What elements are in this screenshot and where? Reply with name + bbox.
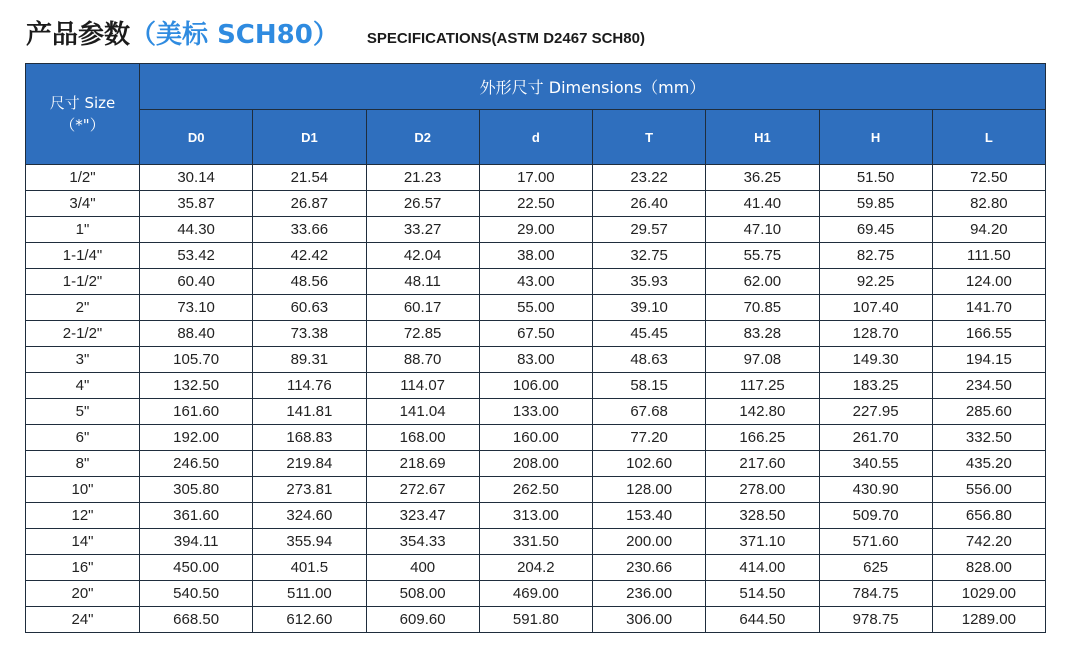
cell-l: 72.50	[932, 165, 1045, 191]
column-header-h: H	[819, 110, 932, 165]
cell-d: 591.80	[479, 607, 592, 633]
cell-d0: 361.60	[140, 503, 253, 529]
cell-d1: 114.76	[253, 373, 366, 399]
cell-t: 48.63	[593, 347, 706, 373]
cell-h1: 36.25	[706, 165, 819, 191]
cell-h: 183.25	[819, 373, 932, 399]
cell-d0: 132.50	[140, 373, 253, 399]
cell-d: 22.50	[479, 191, 592, 217]
cell-d1: 141.81	[253, 399, 366, 425]
cell-d1: 511.00	[253, 581, 366, 607]
cell-l: 124.00	[932, 269, 1045, 295]
cell-d2: 88.70	[366, 347, 479, 373]
cell-d2: 48.11	[366, 269, 479, 295]
cell-t: 23.22	[593, 165, 706, 191]
cell-h1: 117.25	[706, 373, 819, 399]
cell-size: 10"	[26, 477, 140, 503]
cell-t: 236.00	[593, 581, 706, 607]
table-row	[26, 191, 1046, 217]
cell-d: 331.50	[479, 529, 592, 555]
dimensions-header: 外形尺寸 Dimensions（mm）	[140, 64, 1046, 110]
cell-d: 469.00	[479, 581, 592, 607]
cell-d1: 73.38	[253, 321, 366, 347]
cell-d0: 30.14	[140, 165, 253, 191]
cell-size: 2-1/2"	[26, 321, 140, 347]
cell-d1: 26.87	[253, 191, 366, 217]
table-body	[26, 165, 1046, 633]
cell-d: 83.00	[479, 347, 592, 373]
table-row	[26, 529, 1046, 555]
cell-d1: 273.81	[253, 477, 366, 503]
cell-d: 55.00	[479, 295, 592, 321]
cell-h: 107.40	[819, 295, 932, 321]
cell-size: 1-1/4"	[26, 243, 140, 269]
cell-size: 8"	[26, 451, 140, 477]
cell-d1: 89.31	[253, 347, 366, 373]
cell-h1: 644.50	[706, 607, 819, 633]
cell-h: 227.95	[819, 399, 932, 425]
cell-d: 262.50	[479, 477, 592, 503]
cell-t: 39.10	[593, 295, 706, 321]
cell-h1: 414.00	[706, 555, 819, 581]
cell-l: 141.70	[932, 295, 1045, 321]
cell-d: 204.2	[479, 555, 592, 581]
cell-d0: 246.50	[140, 451, 253, 477]
cell-h: 430.90	[819, 477, 932, 503]
cell-d0: 161.60	[140, 399, 253, 425]
cell-size: 12"	[26, 503, 140, 529]
cell-d: 38.00	[479, 243, 592, 269]
cell-d1: 60.63	[253, 295, 366, 321]
cell-h: 69.45	[819, 217, 932, 243]
title-chinese: 产品参数	[26, 20, 131, 50]
cell-l: 656.80	[932, 503, 1045, 529]
cell-h: 509.70	[819, 503, 932, 529]
cell-h: 340.55	[819, 451, 932, 477]
column-header-d2: D2	[366, 110, 479, 165]
cell-h1: 62.00	[706, 269, 819, 295]
cell-l: 166.55	[932, 321, 1045, 347]
cell-l: 1289.00	[932, 607, 1045, 633]
cell-d2: 400	[366, 555, 479, 581]
cell-size: 1-1/2"	[26, 269, 140, 295]
cell-t: 306.00	[593, 607, 706, 633]
cell-t: 26.40	[593, 191, 706, 217]
cell-size: 5"	[26, 399, 140, 425]
cell-size: 3"	[26, 347, 140, 373]
cell-h: 128.70	[819, 321, 932, 347]
cell-d2: 141.04	[366, 399, 479, 425]
cell-d1: 21.54	[253, 165, 366, 191]
cell-l: 556.00	[932, 477, 1045, 503]
cell-d2: 21.23	[366, 165, 479, 191]
cell-d2: 354.33	[366, 529, 479, 555]
table-row	[26, 347, 1046, 373]
table-row	[26, 373, 1046, 399]
cell-h: 149.30	[819, 347, 932, 373]
cell-size: 4"	[26, 373, 140, 399]
cell-d2: 72.85	[366, 321, 479, 347]
cell-d1: 219.84	[253, 451, 366, 477]
cell-h: 59.85	[819, 191, 932, 217]
cell-d1: 612.60	[253, 607, 366, 633]
cell-size: 1/2"	[26, 165, 140, 191]
column-header-t: T	[593, 110, 706, 165]
size-header-label: 尺寸 Size	[49, 94, 116, 112]
cell-d: 208.00	[479, 451, 592, 477]
table-row	[26, 555, 1046, 581]
cell-t: 128.00	[593, 477, 706, 503]
column-header-h1: H1	[706, 110, 819, 165]
cell-h: 82.75	[819, 243, 932, 269]
cell-d0: 53.42	[140, 243, 253, 269]
cell-d2: 26.57	[366, 191, 479, 217]
column-header-d1: D1	[253, 110, 366, 165]
cell-h1: 514.50	[706, 581, 819, 607]
table-row	[26, 243, 1046, 269]
cell-h1: 70.85	[706, 295, 819, 321]
table-row	[26, 503, 1046, 529]
cell-size: 24"	[26, 607, 140, 633]
table-row	[26, 399, 1046, 425]
cell-size: 20"	[26, 581, 140, 607]
cell-t: 200.00	[593, 529, 706, 555]
cell-l: 111.50	[932, 243, 1045, 269]
cell-d: 67.50	[479, 321, 592, 347]
cell-d: 17.00	[479, 165, 592, 191]
cell-t: 45.45	[593, 321, 706, 347]
cell-l: 1029.00	[932, 581, 1045, 607]
column-header-d: d	[479, 110, 592, 165]
cell-h1: 142.80	[706, 399, 819, 425]
cell-t: 58.15	[593, 373, 706, 399]
cell-size: 6"	[26, 425, 140, 451]
page-title	[26, 14, 645, 54]
title-english: SPECIFICATIONS(ASTM D2467 SCH80)	[366, 30, 645, 47]
cell-h1: 217.60	[706, 451, 819, 477]
table-row	[26, 295, 1046, 321]
cell-d0: 540.50	[140, 581, 253, 607]
cell-d0: 73.10	[140, 295, 253, 321]
table-row	[26, 321, 1046, 347]
cell-d0: 305.80	[140, 477, 253, 503]
cell-d2: 33.27	[366, 217, 479, 243]
cell-l: 435.20	[932, 451, 1045, 477]
cell-t: 153.40	[593, 503, 706, 529]
cell-h1: 328.50	[706, 503, 819, 529]
title-standard: （美标 SCH80）	[130, 20, 339, 50]
cell-l: 234.50	[932, 373, 1045, 399]
cell-d0: 105.70	[140, 347, 253, 373]
cell-h: 978.75	[819, 607, 932, 633]
cell-l: 82.80	[932, 191, 1045, 217]
size-header-unit: （*"）	[60, 116, 105, 134]
cell-d: 29.00	[479, 217, 592, 243]
cell-h1: 55.75	[706, 243, 819, 269]
cell-h1: 97.08	[706, 347, 819, 373]
cell-d2: 609.60	[366, 607, 479, 633]
cell-t: 67.68	[593, 399, 706, 425]
table-row	[26, 217, 1046, 243]
cell-d: 106.00	[479, 373, 592, 399]
table-row	[26, 477, 1046, 503]
table-row	[26, 165, 1046, 191]
cell-l: 285.60	[932, 399, 1045, 425]
cell-t: 77.20	[593, 425, 706, 451]
column-header-d0: D0	[140, 110, 253, 165]
cell-t: 230.66	[593, 555, 706, 581]
cell-size: 2"	[26, 295, 140, 321]
cell-d: 313.00	[479, 503, 592, 529]
cell-h1: 278.00	[706, 477, 819, 503]
cell-d1: 48.56	[253, 269, 366, 295]
cell-h1: 47.10	[706, 217, 819, 243]
cell-d0: 88.40	[140, 321, 253, 347]
cell-d: 133.00	[479, 399, 592, 425]
cell-d2: 218.69	[366, 451, 479, 477]
cell-d0: 668.50	[140, 607, 253, 633]
cell-d2: 323.47	[366, 503, 479, 529]
cell-h: 92.25	[819, 269, 932, 295]
cell-d2: 272.67	[366, 477, 479, 503]
cell-d2: 168.00	[366, 425, 479, 451]
table-row	[26, 581, 1046, 607]
cell-h: 571.60	[819, 529, 932, 555]
specifications-table	[25, 63, 1046, 633]
cell-h1: 83.28	[706, 321, 819, 347]
cell-d0: 450.00	[140, 555, 253, 581]
cell-size: 16"	[26, 555, 140, 581]
table-row	[26, 425, 1046, 451]
cell-d1: 33.66	[253, 217, 366, 243]
cell-d2: 60.17	[366, 295, 479, 321]
cell-size: 1"	[26, 217, 140, 243]
cell-d0: 44.30	[140, 217, 253, 243]
cell-h: 625	[819, 555, 932, 581]
cell-h1: 41.40	[706, 191, 819, 217]
table-row	[26, 451, 1046, 477]
cell-d1: 168.83	[253, 425, 366, 451]
cell-h1: 166.25	[706, 425, 819, 451]
cell-t: 102.60	[593, 451, 706, 477]
cell-l: 332.50	[932, 425, 1045, 451]
cell-l: 94.20	[932, 217, 1045, 243]
cell-h1: 371.10	[706, 529, 819, 555]
cell-t: 32.75	[593, 243, 706, 269]
cell-t: 35.93	[593, 269, 706, 295]
cell-d: 160.00	[479, 425, 592, 451]
cell-l: 828.00	[932, 555, 1045, 581]
cell-size: 3/4"	[26, 191, 140, 217]
cell-l: 742.20	[932, 529, 1045, 555]
cell-h: 784.75	[819, 581, 932, 607]
cell-h: 261.70	[819, 425, 932, 451]
cell-d1: 324.60	[253, 503, 366, 529]
cell-d2: 508.00	[366, 581, 479, 607]
cell-h: 51.50	[819, 165, 932, 191]
cell-d: 43.00	[479, 269, 592, 295]
cell-d0: 192.00	[140, 425, 253, 451]
cell-d1: 355.94	[253, 529, 366, 555]
table-row	[26, 269, 1046, 295]
cell-l: 194.15	[932, 347, 1045, 373]
cell-d0: 394.11	[140, 529, 253, 555]
cell-d2: 42.04	[366, 243, 479, 269]
cell-d0: 35.87	[140, 191, 253, 217]
size-column-header	[26, 64, 140, 165]
cell-d0: 60.40	[140, 269, 253, 295]
cell-d1: 42.42	[253, 243, 366, 269]
column-header-l: L	[932, 110, 1045, 165]
cell-d2: 114.07	[366, 373, 479, 399]
cell-size: 14"	[26, 529, 140, 555]
cell-t: 29.57	[593, 217, 706, 243]
table-row	[26, 607, 1046, 633]
cell-d1: 401.5	[253, 555, 366, 581]
